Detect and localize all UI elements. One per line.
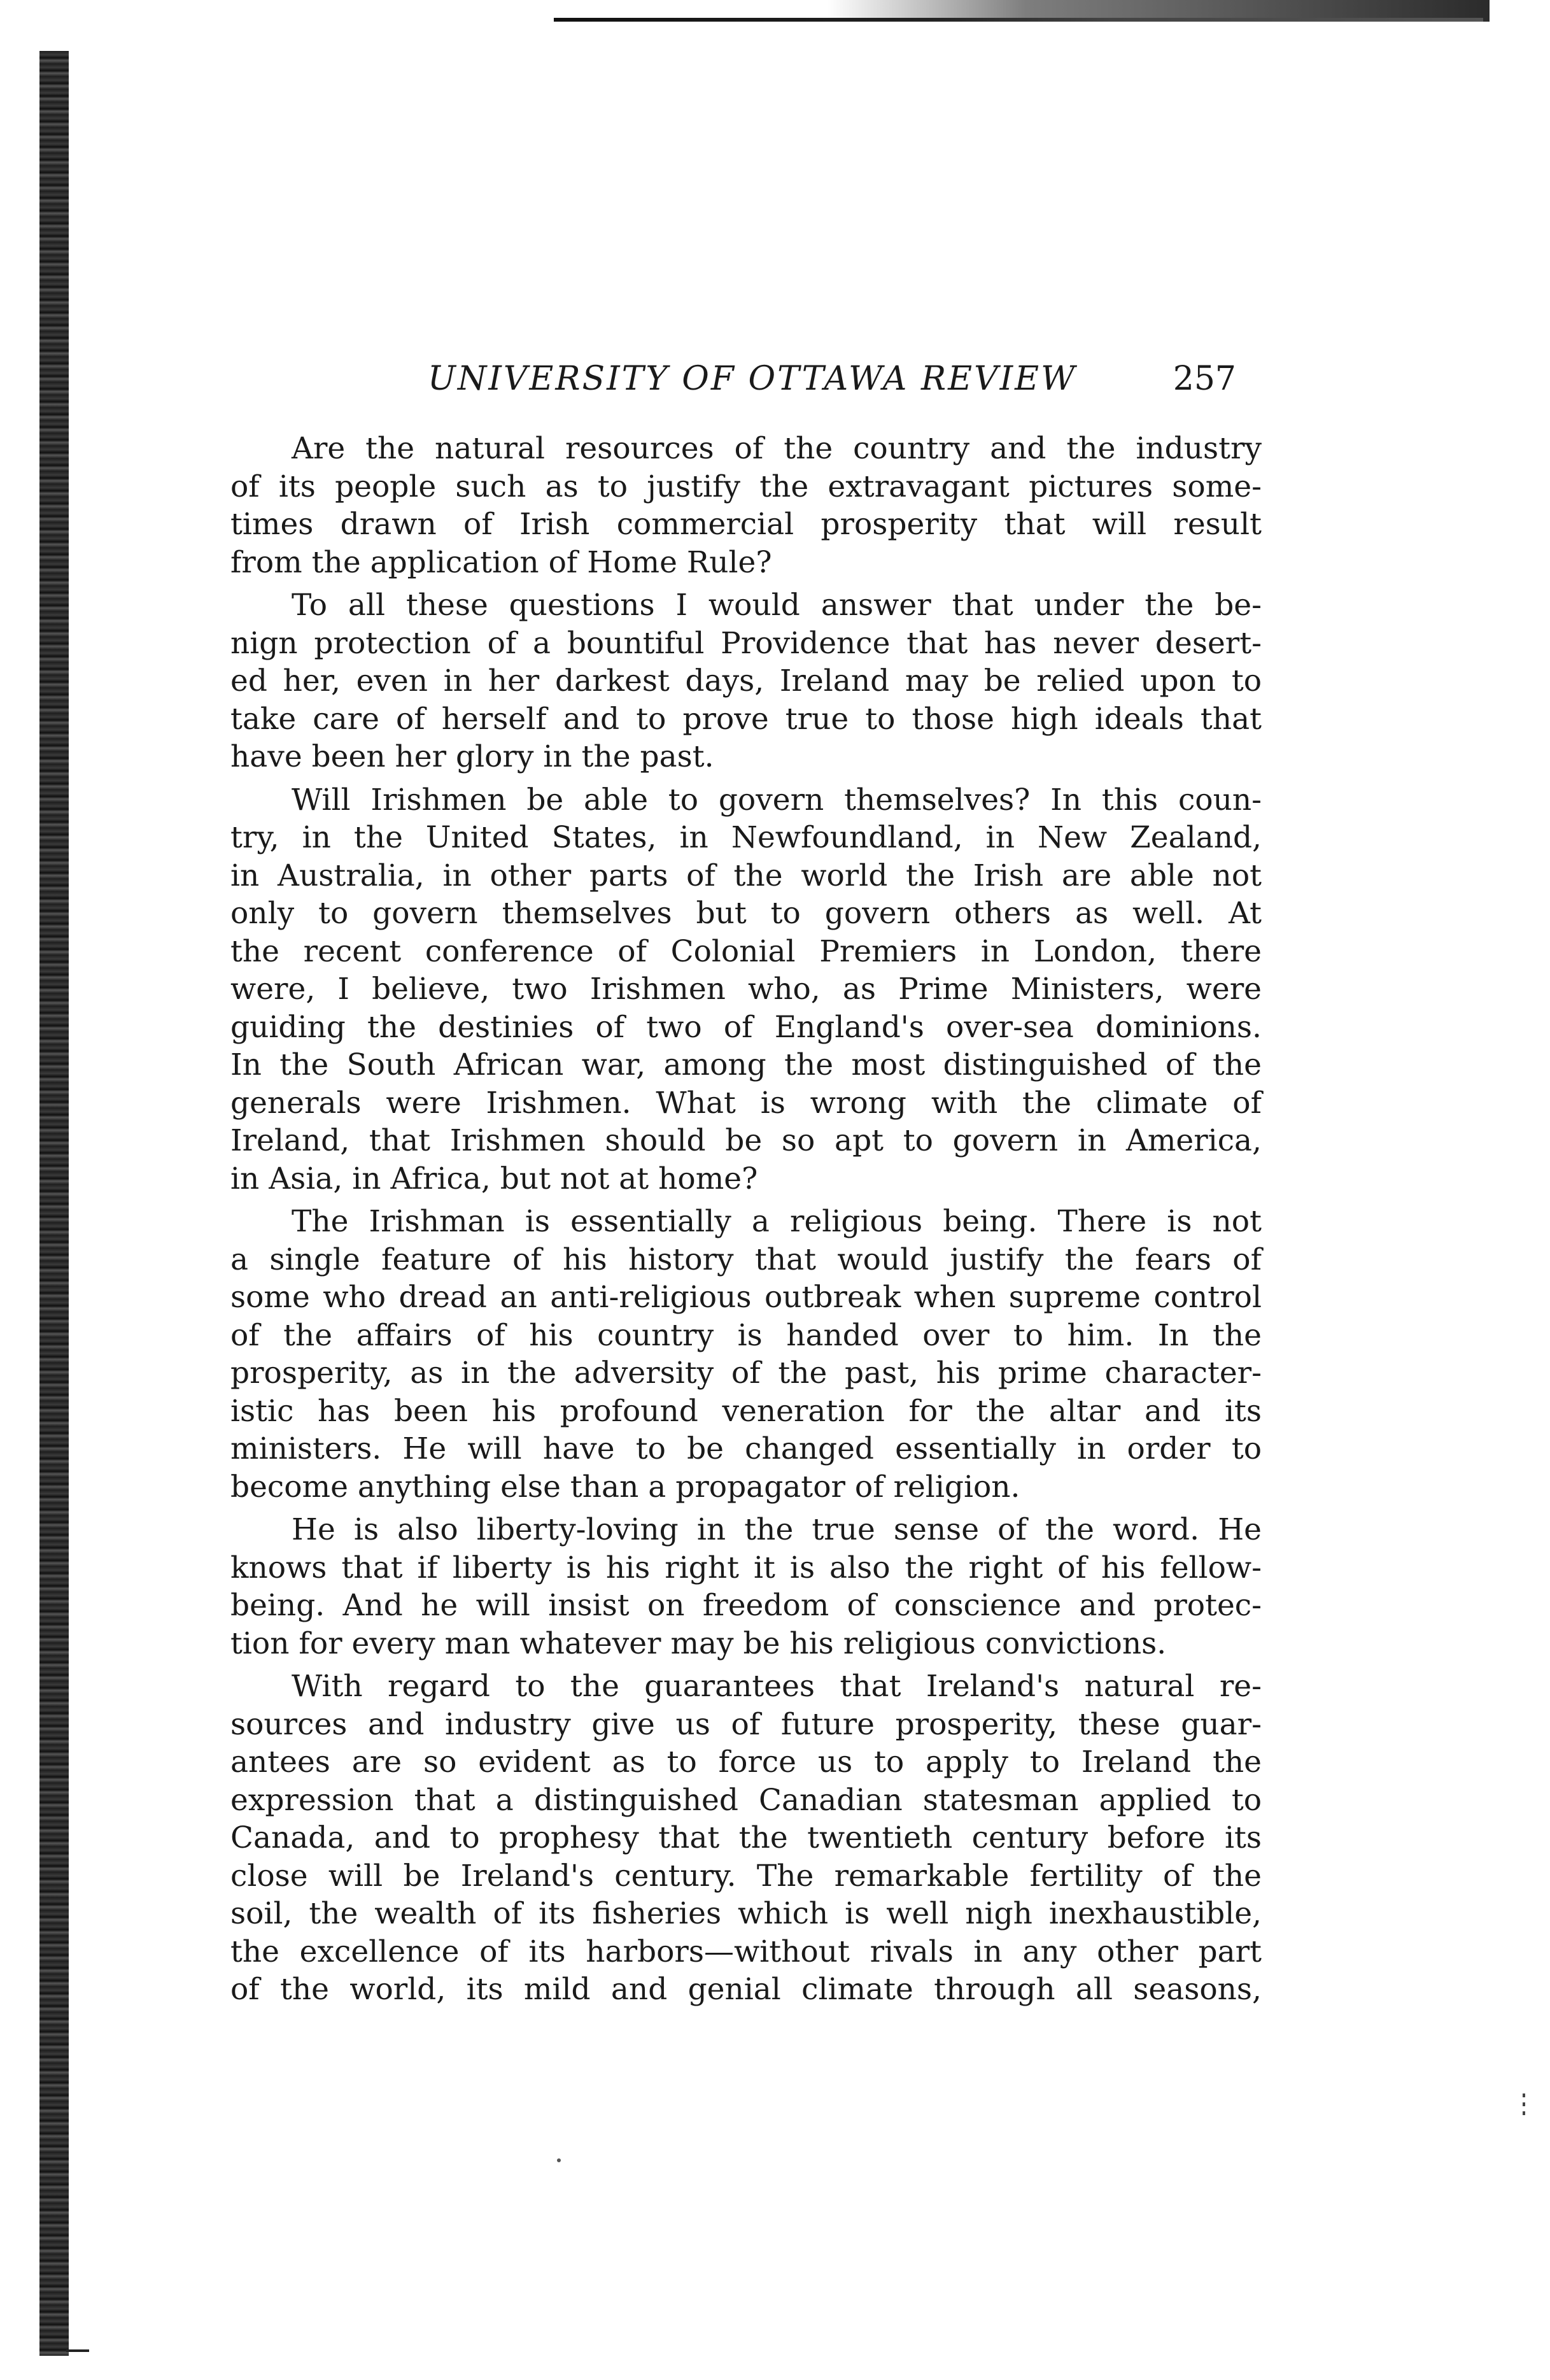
text-line: have been her glory in the past.: [230, 739, 714, 774]
text-line: ed her, even in her darkest days, Ireland may be relied upon to: [230, 663, 1262, 698]
text-line: times drawn of Irish commercial prosperity that will result: [230, 507, 1262, 542]
text-line: Are the natural resources of the country and the industry: [292, 431, 1262, 466]
text-line: knows that if liberty is his right it is also the right of his fellow-: [230, 1550, 1262, 1585]
text-line: tion for every man whatever may be his religious convictions.: [230, 1626, 1167, 1661]
page-body: [230, 360, 1262, 2014]
text-line: Ireland, that Irishmen should be so apt to govern in America,: [230, 1123, 1262, 1158]
text-line: To all these questions I would answer that under the be-: [292, 588, 1262, 623]
paragraph: [230, 781, 1262, 1198]
text-line: prosperity, as in the adversity of the past, his prime character-: [230, 1356, 1262, 1391]
text-line: istic has been his profound veneration for the altar and its: [230, 1393, 1262, 1429]
text-line: become anything else than a propagator of religion.: [230, 1469, 1020, 1505]
text-line: being. And he will insist on freedom of conscience and protec-: [230, 1588, 1262, 1623]
text-line: in Australia, in other parts of the world the Irish are able not: [230, 858, 1262, 893]
text-line: The Irishman is essentially a religious being. There is not: [292, 1204, 1262, 1239]
paragraph: [230, 430, 1262, 581]
running-head: [230, 360, 1262, 404]
text-line: Will Irishmen be able to govern themselves? In this coun-: [292, 782, 1262, 818]
text-line: in Asia, in Africa, but not at home?: [230, 1161, 758, 1196]
text-line: of the affairs of his country is handed over to him. In the: [230, 1317, 1262, 1353]
text-line: the recent conference of Colonial Premiers in London, there: [230, 933, 1262, 969]
text-line: generals were Irishmen. What is wrong with the climate of: [230, 1085, 1262, 1121]
text-line: Canada, and to prophesy that the twentieth century before its: [230, 1820, 1262, 1855]
text-line: sources and industry give us of future prosperity, these guar-: [230, 1706, 1262, 1742]
text-line: try, in the United States, in Newfoundland, in New Zealand,: [230, 820, 1262, 855]
text-line: ministers. He will have to be changed essentially in order to: [230, 1431, 1262, 1466]
article-text: [230, 430, 1262, 2009]
scan-top-rule: [554, 18, 1483, 22]
text-line: of the world, its mild and genial climate through all seasons,: [230, 1972, 1262, 2007]
page-number: 257: [1173, 360, 1236, 398]
text-line: soil, the wealth of its fisheries which is well nigh inexhaustible,: [230, 1896, 1262, 1931]
paragraph: [230, 1203, 1262, 1506]
text-line: of its people such as to justify the extravagant pictures some-: [230, 469, 1262, 504]
text-line: With regard to the guarantees that Ireland's natural re-: [292, 1669, 1262, 1704]
scan-speck: [557, 2158, 561, 2162]
text-line: close will be Ireland's century. The remarkable fertility of the: [230, 1858, 1262, 1894]
text-line: nign protection of a bountiful Providence that has never desert-: [230, 625, 1262, 661]
text-line: only to govern themselves but to govern others as well. At: [230, 896, 1262, 931]
text-line: some who dread an anti-religious outbreak when supreme control: [230, 1280, 1262, 1315]
binding-edge-foot: [66, 2349, 89, 2352]
text-line: from the application of Home Rule?: [230, 544, 772, 580]
running-title: UNIVERSITY OF OTTAWA REVIEW: [428, 360, 1077, 398]
text-line: the excellence of its harbors—without rivals in any other part: [230, 1934, 1262, 1969]
text-line: guiding the destinies of two of England's over-sea dominions.: [230, 1009, 1262, 1045]
text-line: take care of herself and to prove true to those high ideals that: [230, 701, 1262, 737]
text-line: He is also liberty-loving in the true sense of the word. He: [292, 1512, 1262, 1547]
text-line: expression that a distinguished Canadian statesman applied to: [230, 1782, 1262, 1818]
text-line: antees are so evident as to force us to apply to Ireland the: [230, 1745, 1262, 1780]
text-line: In the South African war, among the most distinguished of the: [230, 1047, 1262, 1082]
page-binding-edge: [39, 51, 69, 2356]
paragraph: [230, 1668, 1262, 2009]
paragraph: [230, 586, 1262, 776]
text-line: a single feature of his history that would justify the fears of: [230, 1242, 1262, 1277]
text-line: were, I believe, two Irishmen who, as Prime Ministers, were: [230, 972, 1262, 1007]
paragraph: [230, 1511, 1262, 1662]
scan-tick-mark: [1523, 2093, 1525, 2119]
